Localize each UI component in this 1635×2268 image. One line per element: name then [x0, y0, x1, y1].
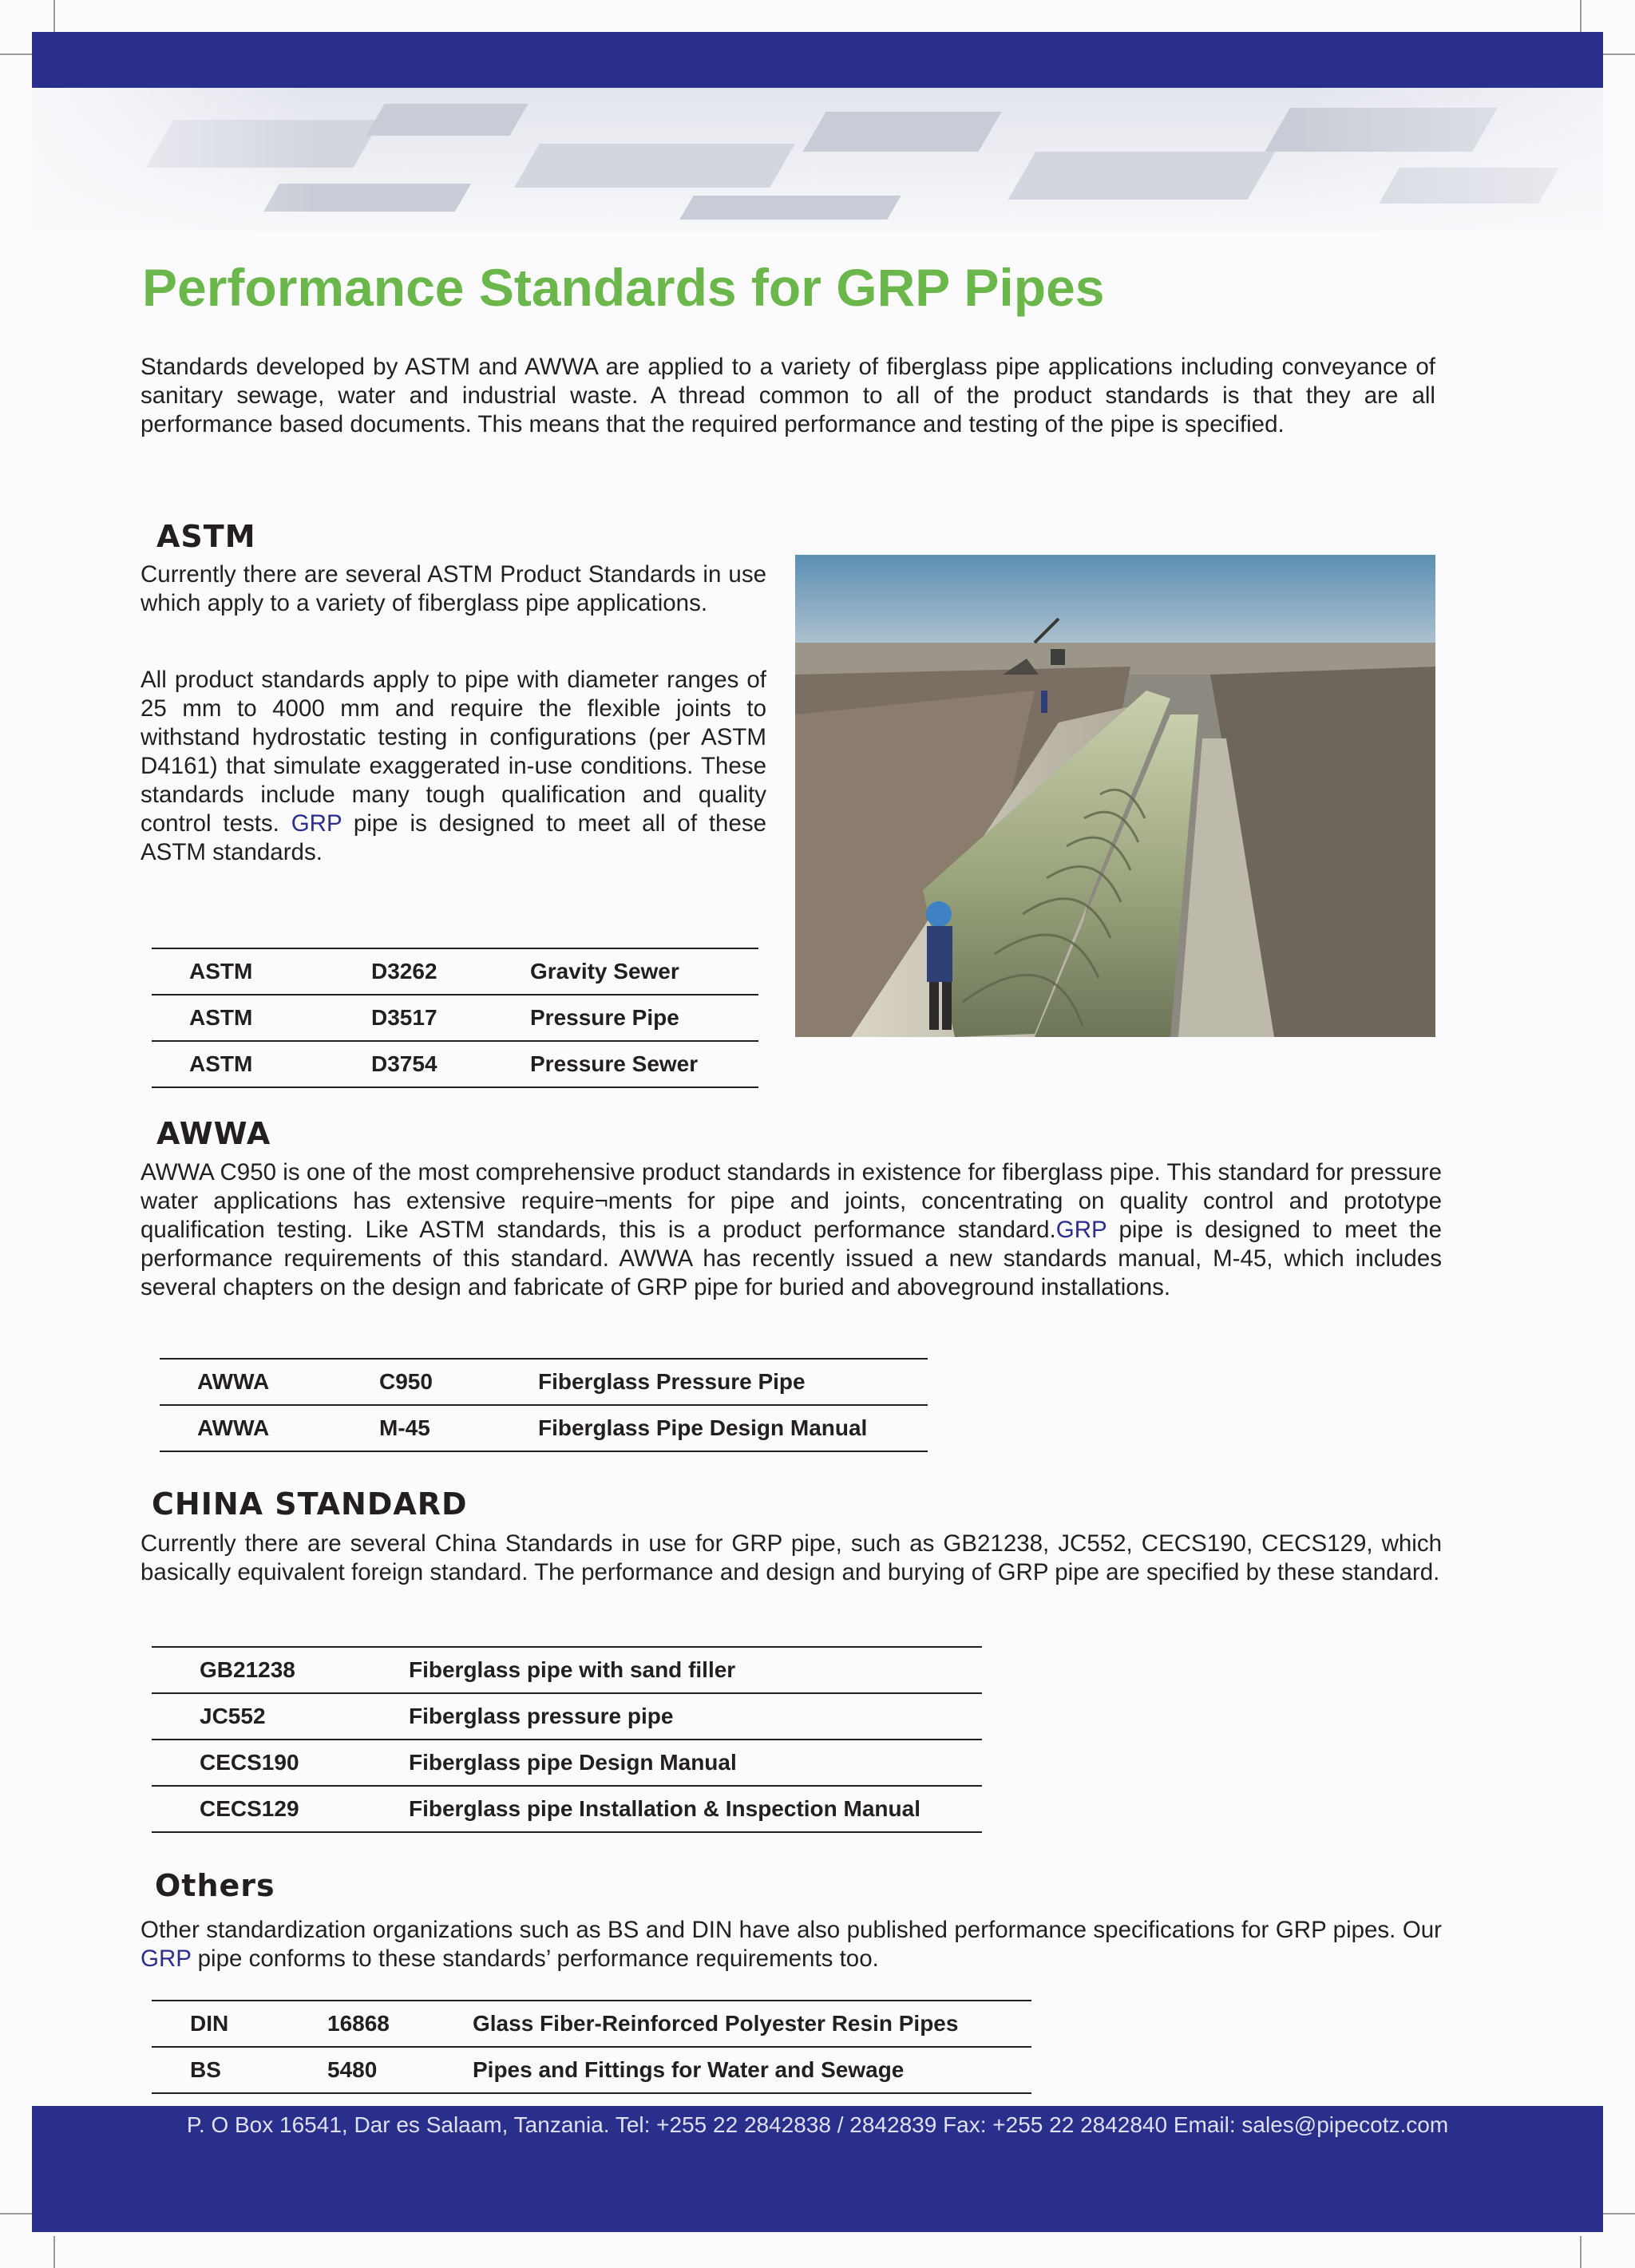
astm-heading: ASTM — [156, 519, 256, 554]
code-cell: GB21238 — [152, 1647, 409, 1693]
grp-highlight: GRP — [1055, 1217, 1107, 1243]
intro-paragraph: Standards developed by ASTM and AWWA are applied to a variety of fiberglass pipe applications including conveyance of sanitary sewage, water and industrial waste. A thread common to all of the product standards is that they are all performance based documents. This means that the required performance and testing of the pipe is specified. — [141, 354, 1435, 437]
table-row — [152, 1693, 982, 1740]
awwa-paragraph — [141, 1158, 1442, 1302]
table-row — [152, 1740, 982, 1786]
crop-mark — [0, 2213, 32, 2215]
code-cell: D3754 — [371, 1041, 530, 1087]
astm-paragraph-1: Currently there are several ASTM Product Standards in use which apply to a variety of fiberglass pipe applications. — [141, 561, 766, 616]
footer-bar — [32, 2106, 1603, 2232]
pipe-installation-photo — [795, 555, 1435, 1037]
desc-cell: Fiberglass pipe Design Manual — [409, 1740, 982, 1786]
page-title: Performance Standards for GRP Pipes — [142, 258, 1105, 317]
code-cell: 5480 — [327, 2047, 473, 2093]
desc-cell: Pressure Sewer — [530, 1041, 758, 1087]
code-cell: D3517 — [371, 995, 530, 1041]
table-row — [152, 948, 758, 995]
code-cell: CECS190 — [152, 1740, 409, 1786]
grp-highlight: GRP — [141, 1945, 192, 1972]
desc-cell: Glass Fiber-Reinforced Polyester Resin Pipes — [473, 2001, 1031, 2047]
awwa-heading: AWWA — [156, 1116, 271, 1151]
table-row — [152, 1041, 758, 1087]
others-paragraph — [141, 1916, 1442, 1973]
astm-paragraph-2-text: All product standards apply to pipe with diameter ranges of 25 mm to 4000 mm and require the flexible joints to withstand hydrostatic testing in configurations (per ASTM D4161) that simulate exaggerated in-use conditions. These standards include many tough qualification and quality control tests. — [141, 667, 766, 837]
others-paragraph-text-end: pipe conforms to these standards’ performance requirements too. — [191, 1945, 879, 1972]
astm-paragraph-2-text-end: pipe is designed to meet all of these ASTM standards. — [141, 810, 767, 865]
crop-mark — [53, 0, 55, 32]
desc-cell: Gravity Sewer — [530, 948, 758, 995]
others-heading: Others — [155, 1868, 275, 1903]
org-cell: AWWA — [160, 1405, 379, 1451]
table-row — [152, 995, 758, 1041]
footer-contact-info: P. O Box 16541, Dar es Salaam, Tanzania. Tel: +255 22 2842838 / 2842839 Fax: +255 22 2842840 Email: sales@pipecotz.com — [186, 2112, 1449, 2137]
code-cell: JC552 — [152, 1693, 409, 1740]
org-cell: ASTM — [152, 1041, 371, 1087]
china-standard-paragraph: Currently there are several China Standards in use for GRP pipe, such as GB21238, JC552, CECS190, CECS129, which basically equivalent foreign standard. The performance and design and burying of GRP pipe are specified by these standard. — [141, 1530, 1442, 1585]
org-cell: ASTM — [152, 995, 371, 1041]
astm-paragraph-2 — [141, 666, 766, 867]
code-cell: CECS129 — [152, 1786, 409, 1832]
desc-cell: Fiberglass Pressure Pipe — [538, 1359, 928, 1405]
others-paragraph-text: Other standardization organizations such as BS and DIN have also published performance specifications for GRP pipes. Our — [141, 1917, 1442, 1943]
crop-mark — [1580, 2236, 1582, 2268]
desc-cell: Fiberglass pipe with sand filler — [409, 1647, 982, 1693]
table-row — [152, 2001, 1031, 2047]
crop-mark — [0, 53, 32, 55]
desc-cell: Pressure Pipe — [530, 995, 758, 1041]
desc-cell: Fiberglass pipe Installation & Inspection Manual — [409, 1786, 982, 1832]
awwa-paragraph-text: AWWA C950 is one of the most comprehensive product standards in existence for fiberglass pipe. This standard for pressure water applications has extensive require¬ments for pipe and joints, concentrating on quality control and prototype qualification testing. Like ASTM standards, this is a product performance standard. — [141, 1159, 1442, 1243]
crop-mark — [1580, 0, 1582, 32]
others-standards-table — [152, 2000, 1031, 2094]
table-row — [160, 1405, 928, 1451]
code-cell: 16868 — [327, 2001, 473, 2047]
org-cell: DIN — [152, 2001, 327, 2047]
china-standard-heading: CHINA STANDARD — [152, 1486, 468, 1522]
crop-mark — [1603, 53, 1635, 55]
desc-cell: Pipes and Fittings for Water and Sewage — [473, 2047, 1031, 2093]
grp-highlight: GRP — [291, 810, 342, 837]
table-row — [160, 1359, 928, 1405]
desc-cell: Fiberglass pressure pipe — [409, 1693, 982, 1740]
table-row — [152, 1647, 982, 1693]
awwa-paragraph-text-end: pipe is designed to meet the performance requirements of this standard. AWWA has recently issued a new standards manual, M-45, which includes several chapters on the design and fabricate of GRP pipe for buried and aboveground installations. — [141, 1217, 1442, 1300]
header-banner-image — [32, 88, 1603, 232]
org-cell: ASTM — [152, 948, 371, 995]
crop-mark — [53, 2236, 55, 2268]
awwa-standards-table — [160, 1358, 928, 1452]
table-row — [152, 2047, 1031, 2093]
code-cell: D3262 — [371, 948, 530, 995]
code-cell: M-45 — [379, 1405, 538, 1451]
code-cell: C950 — [379, 1359, 538, 1405]
desc-cell: Fiberglass Pipe Design Manual — [538, 1405, 928, 1451]
china-standards-table — [152, 1646, 982, 1833]
header-bar — [32, 32, 1603, 88]
astm-standards-table — [152, 948, 758, 1088]
table-row — [152, 1786, 982, 1832]
org-cell: AWWA — [160, 1359, 379, 1405]
crop-mark — [1603, 2213, 1635, 2215]
org-cell: BS — [152, 2047, 327, 2093]
